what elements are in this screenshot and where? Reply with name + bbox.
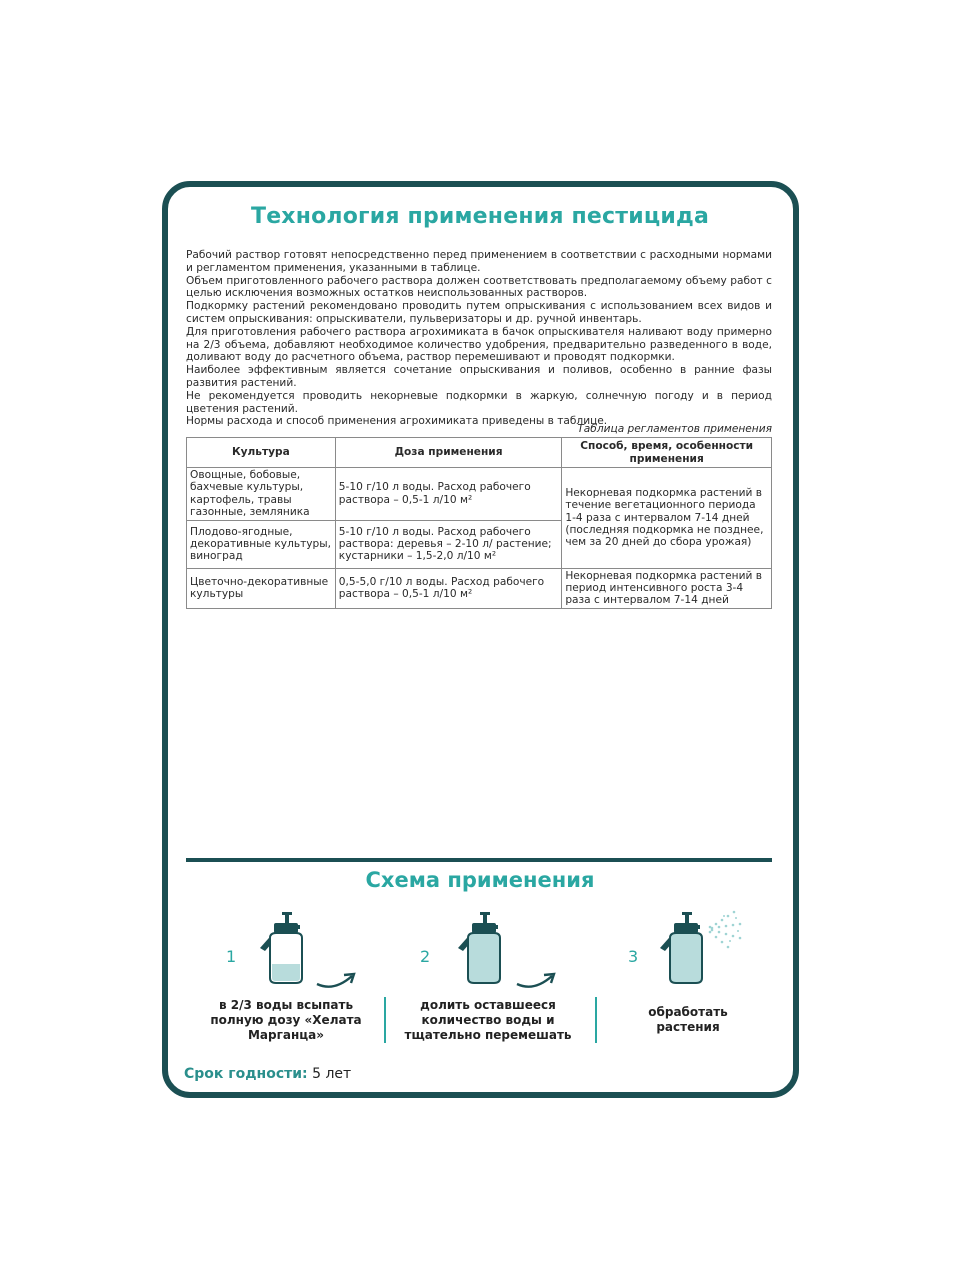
step-number: 1 [226,947,237,966]
intro-text [186,249,772,428]
step-separator [384,997,386,1043]
crop-cell: Овощные, бобовые, бахчевые культуры, картофель, травы газонные, земляника [187,468,336,521]
page-title: Технология применения пестицида [250,204,709,229]
dose-cell: 5-10 г/10 л воды. Расход рабочего раствора – 0,5-1 л/10 м² [335,468,562,521]
crop-cell: Цветочно-декоративные культуры [187,568,336,608]
arrow-icon [514,970,558,992]
regulations-table [186,437,772,609]
shelf-life-value: 5 лет [312,1066,352,1082]
step-number: 3 [628,947,639,966]
column-header-dose: Доза применения [335,438,562,468]
section-divider [186,858,772,862]
table-caption: Таблица регламентов применения [577,423,772,435]
method-cell: Некорневая подкормка растений в течение вегетационного периода 1-4 раза с интервалом 7-14 дней (последняя подкормка не позднее, чем за 20 дней до сбора урожая) [562,468,772,569]
intro-paragraph: Нормы расхода и способ применения агрохимиката приведены в таблице. [186,415,608,428]
table-header-row [187,438,772,468]
table-row [187,468,772,521]
column-header-crop: Культура [187,438,336,468]
crop-cell: Плодово-ягодные, декоративные культуры, виноград [187,520,336,568]
intro-paragraph: Не рекомендуется проводить некорневые подкормки в жаркую, солнечную погоду и в период цветения растений. [186,389,772,415]
intro-paragraph: Для приготовления рабочего раствора агрохимиката в бачок опрыскивателя наливают воду примерно на 2/3 объема, добавляют необходимое количество удобрения, предварительно разведенного в воде, доливают воду до расчетного объема, раствор перемешивают и проводят подкормки. [186,325,772,364]
table-row [187,568,772,608]
step-description: долить оставшееся количество воды и тщательно перемешать [404,998,572,1042]
sprayer-partial-fill-icon [252,908,308,986]
step-number: 2 [420,947,431,966]
sprayer-full-icon [450,908,506,986]
dose-cell: 0,5-5,0 г/10 л воды. Расход рабочего раствора – 0,5-1 л/10 м² [335,568,562,608]
intro-paragraph: Рабочий раствор готовят непосредственно перед применением в соответствии с расходными нормами и регламентом применения, указанными в таблице. [186,249,772,274]
step-separator [595,997,597,1043]
shelf-life-label: Срок годности: [184,1066,308,1082]
arrow-icon [314,970,358,992]
intro-paragraph: Объем приготовленного рабочего раствора должен соответствовать предполагаемому объему работ с целью исключения возможных остатков неиспользованных растворов. [186,274,772,300]
step-description: обработать растения [648,1005,728,1034]
dose-cell: 5-10 г/10 л воды. Расход рабочего раствора: деревья – 2-10 л/ растение; кустарники – 1,5-2,0 л/10 м² [335,520,562,568]
sprayer-spraying-icon [652,904,748,986]
intro-paragraph: Подкормку растений рекомендовано проводить путем опрыскивания с использованием всех видов и систем опрыскивания: опрыскиватели, пульверизаторы и др. ручной инвентарь. [186,300,772,325]
intro-paragraph: Наиболее эффективным является сочетание опрыскивания и поливов, особенно в ранние фазы развития растений. [186,364,772,389]
column-header-method: Способ, время, особенности применения [562,438,772,468]
step-description: в 2/3 воды всыпать полную дозу «Хелата Марганца» [210,998,362,1042]
scheme-title: Схема применения [365,868,595,892]
shelf-life [184,1066,351,1082]
method-cell: Некорневая подкормка растений в период интенсивного роста 3-4 раза с интервалом 7-14 дней [562,568,772,608]
